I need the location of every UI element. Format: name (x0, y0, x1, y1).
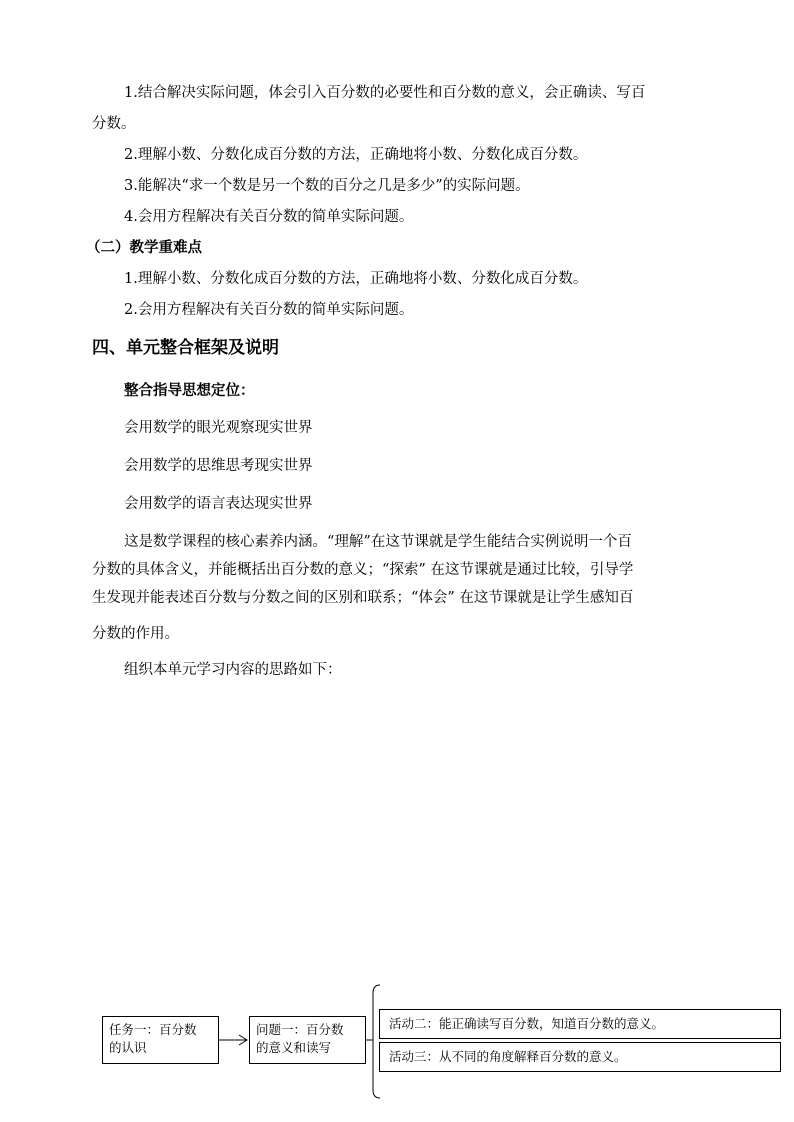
section-4-heading: 四、单元整合框架及说明 (92, 338, 279, 358)
brace-bracket (373, 985, 380, 1098)
activity-2-text: 活动二：能正确读写百分数，知道百分数的意义。 (389, 1016, 665, 1031)
para-line-1: 这是数学课程的核心素养内涵。“理解”在这节课就是学生能结合实例说明一个百 (124, 534, 632, 550)
para-line-3: 生发现并能表述百分数与分数之间的区别和联系；“体会” 在这节课就是让学生感知百 (92, 590, 634, 606)
key-point-2: 2.会用方程解决有关百分数的简单实际问题。 (124, 302, 414, 318)
section-4-subheading: 整合指导思想定位： (124, 383, 255, 399)
objective-4: 4.会用方程解决有关百分数的简单实际问题。 (124, 209, 414, 225)
task-box-line1: 任务一：百分数 (109, 1022, 197, 1037)
task-box-line2: 的认识 (109, 1040, 147, 1055)
principle-line-3: 会用数学的语言表达现实世界 (124, 496, 313, 512)
question-box-line1: 问题一：百分数 (256, 1022, 344, 1037)
intro-line: 组织本单元学习内容的思路如下： (124, 662, 342, 678)
objective-2: 2.理解小数、分数化成百分数的方法，正确地将小数、分数化成百分数。 (124, 147, 588, 163)
question-box-line2: 的意义和读写 (256, 1040, 332, 1055)
para-line-4: 分数的作用。 (92, 626, 179, 642)
principle-line-2: 会用数学的思维思考现实世界 (124, 458, 313, 474)
key-point-1: 1.理解小数、分数化成百分数的方法，正确地将小数、分数化成百分数。 (124, 271, 588, 287)
objective-3: 3.能解决“求一个数是另一个数的百分之几是多少”的实际问题。 (124, 178, 530, 194)
para-line-2: 分数的具体含义，并能概括出百分数的意义；“探索” 在这节课就是通过比较，引导学 (92, 562, 634, 578)
principle-line-1: 会用数学的眼光观察现实世界 (124, 420, 313, 436)
key-points-heading: （二）教学重难点 (86, 240, 202, 256)
activity-3-text: 活动三：从不同的角度解释百分数的意义。 (389, 1049, 627, 1064)
objective-1-line1: 1.结合解决实际问题，体会引入百分数的必要性和百分数的意义，会正确读、写百 (124, 85, 646, 101)
objective-1-line2: 分数。 (92, 116, 136, 132)
